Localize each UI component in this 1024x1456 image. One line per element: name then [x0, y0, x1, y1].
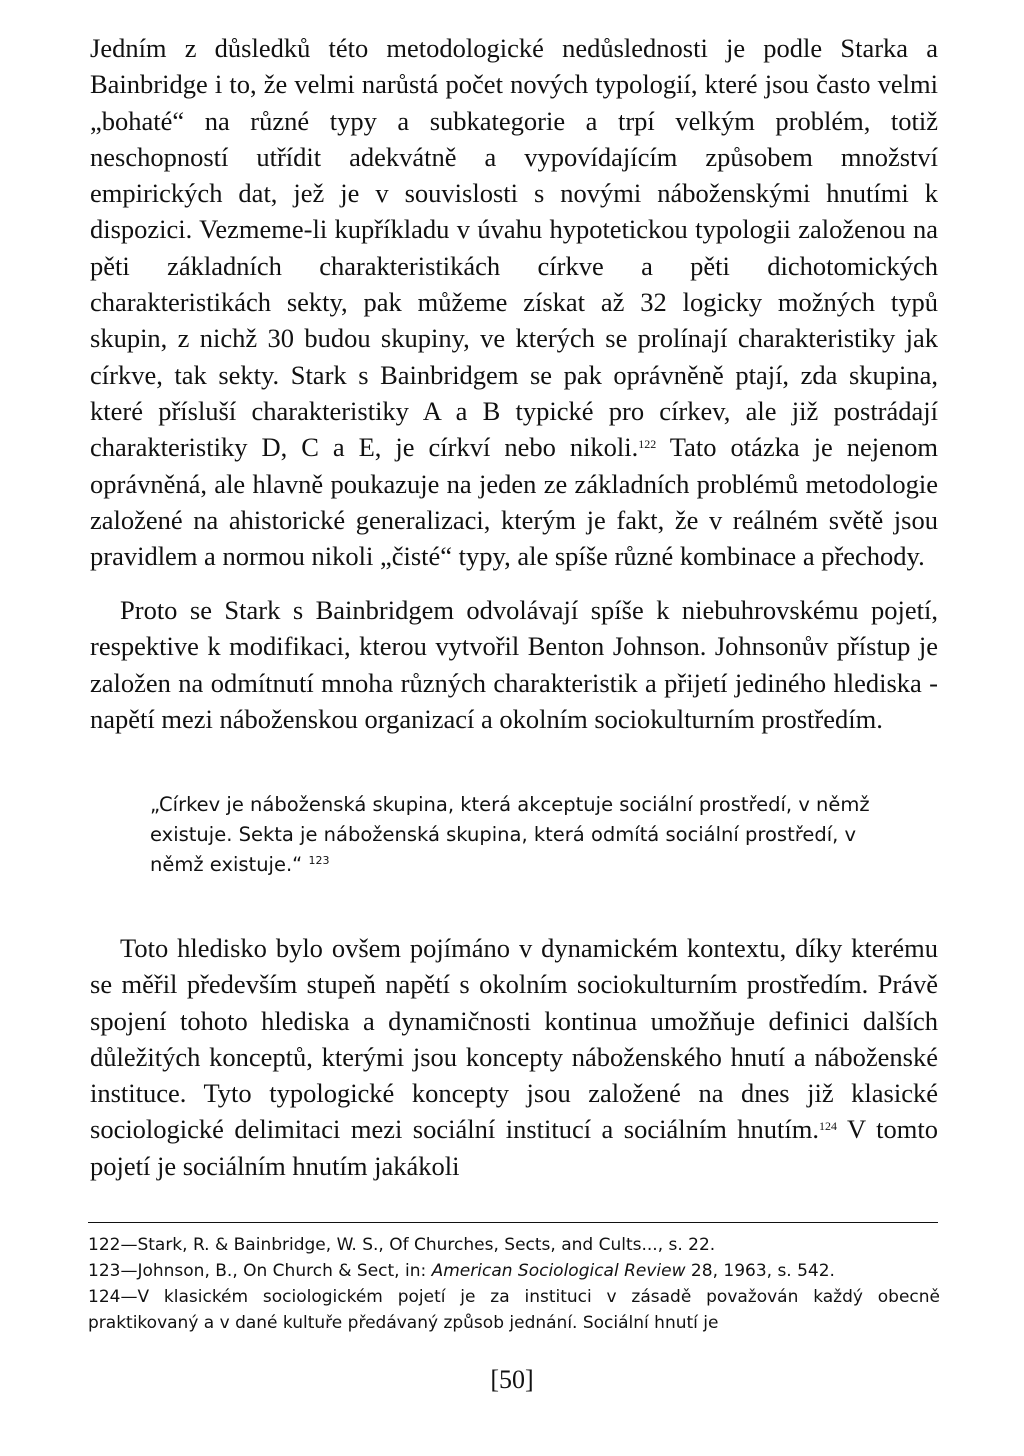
body-paragraph-3	[90, 930, 938, 1184]
paragraph-text: V tomto pojetí je sociálním hnutím jakákoli	[90, 1114, 938, 1181]
paragraph-text: Toto hledisko bylo ovšem pojímáno v dynamickém kontextu, díky kterému se měřil především stupeň napětí s okolním sociokulturním prostředím. Právě spojení tohoto hlediska a dynamičnosti kontinua umožňuje definici dalších důležitých konceptů, kterými jsou koncepty náboženského hnutí a náboženské instituce. Tyto typologické koncepty jsou založené na dnes již klasické sociologické delimitaci mezi sociální institucí a sociálním hnutím.	[90, 933, 938, 1145]
footnote-text: 123—Johnson, B., On Church & Sect, in:	[88, 1261, 432, 1281]
footnote-ref-123[interactable]: 123	[308, 854, 330, 867]
block-quote	[150, 790, 890, 880]
footnotes	[88, 1232, 940, 1336]
paragraph-text: Jedním z důsledků této metodologické nedůslednosti je podle Starka a Bainbridge i to, že velmi narůstá počet nových typologií, které jsou často velmi „bohaté“ na různé typy a subkategorie a trpí velkým problém, totiž neschopností utřídit adekvátně a vypovídajícím způsobem množství empirických dat, jež je v souvislosti s novými náboženskými hnutími k dispozici. Vezmeme-li kupříkladu v úvahu hypotetickou typologii založenou na pěti základních charakteristikách církve a pěti dichotomických charakteristikách sekty, pak můžeme získat až 32 logicky možných typů skupin, z nichž 30 budou skupiny, ve kterých se prolínají charakteristiky jak církve, tak sekty. Stark s Bainbridgem se pak oprávněně ptají, zda skupina, které přísluší charakteristiky A a B typické pro církev, ale již postrádají charakteristiky D, C a E, je církví nebo nikoli.	[90, 33, 938, 463]
body-paragraph-1	[90, 30, 938, 574]
body-paragraph-2: Proto se Stark s Bainbridgem odvolávají spíše k niebuhrovskému pojetí, respektive k modifikaci, kterou vytvořil Benton Johnson. Johnsonův přístup je založen na odmítnutí mnoha různých charakteristik a přijetí jediného hlediska - napětí mezi náboženskou organizací a okolním sociokulturním prostředím.	[90, 595, 938, 734]
footnote-123	[88, 1258, 940, 1284]
footnote-124: 124—V klasickém sociologickém pojetí je za instituci v zásadě považován každý obecně praktikovaný a v dané kultuře předávaný způsob jednání. Sociální hnutí je	[88, 1287, 940, 1333]
paragraph-text: Tato otázka je nejenom oprávněná, ale hlavně poukazuje na jeden ze základních problémů metodologie založené na ahistorické generalizaci, kterým je fakt, že v reálném světě jsou pravidlem a normou nikoli „čisté“ typy, ale spíše různé kombinace a přechody.	[90, 432, 938, 572]
quote-text: „Církev je náboženská skupina, která akceptuje sociální prostředí, v němž existuje. Sekta je náboženská skupina, která odmítá sociální prostředí, v němž existuje.“	[150, 793, 870, 876]
footnote-ref-122[interactable]: 122	[638, 437, 657, 452]
footnote-text: 28, 1963, s. 542.	[685, 1261, 835, 1281]
journal-title: American Sociological Review	[431, 1261, 686, 1281]
page-number: [50]	[490, 1365, 534, 1394]
footnote-122: 122—Stark, R. & Bainbridge, W. S., Of Churches, Sects, and Cults..., s. 22.	[88, 1235, 716, 1255]
footnote-divider	[88, 1222, 938, 1223]
footnote-ref-124[interactable]: 124	[819, 1119, 838, 1134]
